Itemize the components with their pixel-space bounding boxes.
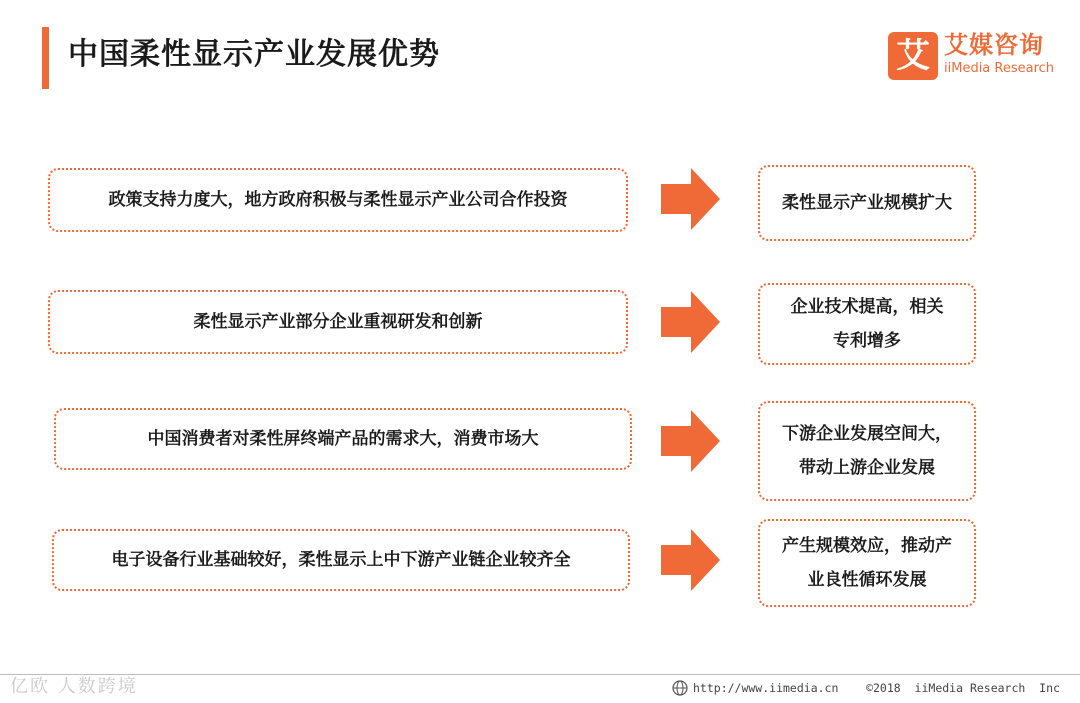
brand-logo — [888, 30, 1060, 82]
brand-name: 艾媒咨询 — [944, 31, 1044, 59]
footer-text: http://www.iimedia.cn ©2018 iiMedia Research Inc — [693, 681, 1060, 695]
cause-box-3 — [54, 408, 632, 470]
brand-subtitle: iiMedia Research — [944, 61, 1055, 76]
cause-text-1: 政策支持力度大，地方政府积极与柔性显示产业公司合作投资 — [108, 190, 568, 210]
cause-box-1 — [48, 168, 628, 232]
page-title: 中国柔性显示产业发展优势 — [68, 37, 440, 72]
arrow-right-icon — [659, 529, 721, 591]
footer-divider — [0, 674, 1080, 675]
effect-text-2: 企业技术提高，相关专利增多 — [790, 297, 944, 351]
cause-text-2: 柔性显示产业部分企业重视研发和创新 — [193, 312, 483, 332]
title-accent-bar — [42, 27, 49, 89]
effect-box-1 — [758, 165, 976, 241]
brand-mark-icon: 艾 — [888, 32, 938, 80]
arrow-right-icon — [659, 168, 721, 230]
cause-box-2 — [48, 290, 628, 354]
effect-text-3: 下游企业发展空间大，带动上游企业发展 — [782, 424, 952, 478]
effect-text-1: 柔性显示产业规模扩大 — [782, 193, 952, 213]
cause-text-3: 中国消费者对柔性屏终端产品的需求大，消费市场大 — [147, 429, 539, 449]
arrow-right-icon — [659, 410, 721, 472]
effect-box-3 — [758, 401, 976, 501]
effect-box-2 — [758, 283, 976, 365]
effect-box-4 — [758, 519, 976, 607]
globe-icon — [672, 680, 688, 696]
cause-text-4: 电子设备行业基础较好，柔性显示上中下游产业链企业较齐全 — [111, 550, 571, 570]
effect-text-4: 产生规模效应，推动产业良性循环发展 — [782, 536, 952, 590]
arrow-right-icon — [659, 291, 721, 353]
watermark: 亿欧 人数跨境 — [10, 676, 138, 697]
cause-box-4 — [52, 529, 630, 591]
